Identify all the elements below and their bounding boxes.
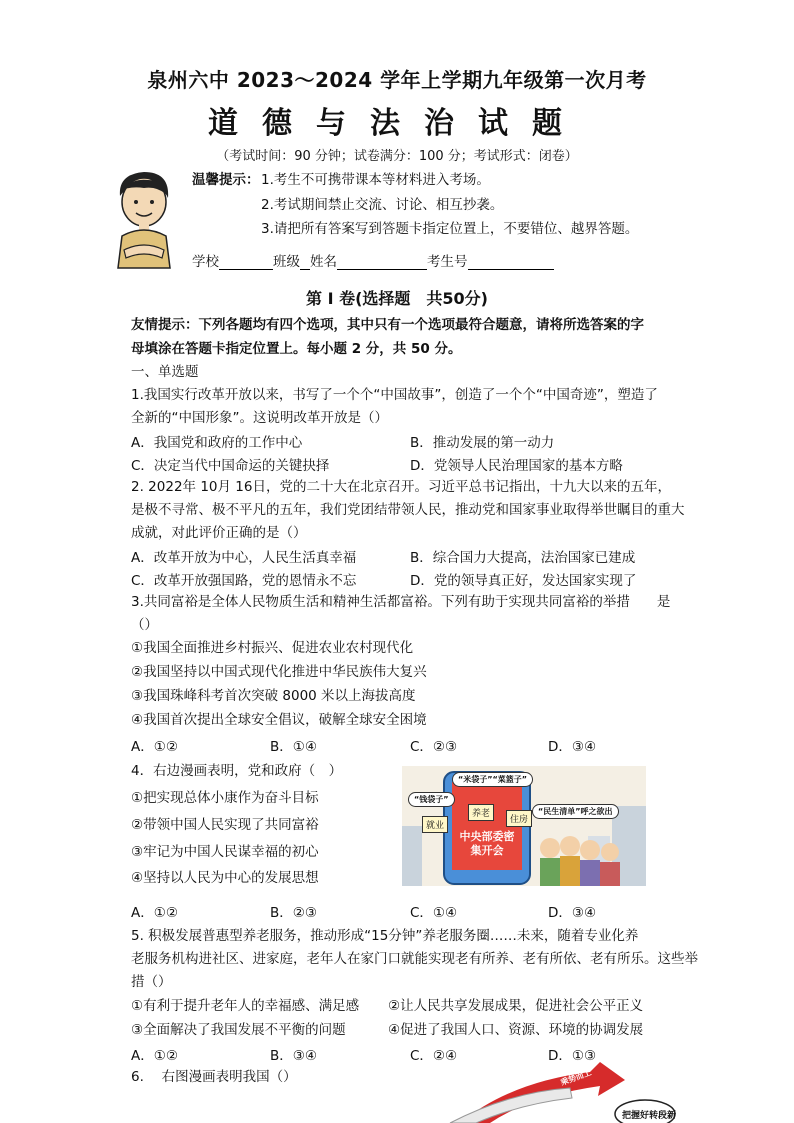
section-tip-line-2: 母填涂在答题卡指定位置上。每小题 2 分，共 50 分。	[131, 341, 462, 357]
q4-line-1: 4．右边漫画表明，党和政府（ ）	[131, 763, 343, 779]
q2-option-c: C．改革开放强国路，党的恩情永不忘	[131, 573, 357, 589]
q5-line-2: 老服务机构进社区、进家庭，老年人在家门口就能实现老有所养、老有所依、老有所乐。这些举	[131, 951, 698, 967]
q6-cartoon-bubble-text: 把握好转段新	[622, 1111, 677, 1121]
exam-info: （考试时间：90 分钟；试卷满分：100 分；考试形式：闭卷）	[216, 149, 578, 164]
q1-option-d: D．党领导人民治理国家的基本方略	[410, 458, 623, 474]
q5-option-b: B．③④	[270, 1048, 317, 1064]
notice-label: 温馨提示：	[192, 172, 260, 188]
q1-option-a: A．我国党和政府的工作中心	[131, 435, 303, 451]
part-heading: 一、单选题	[131, 364, 199, 380]
q3-statement-3: ③我国珠峰科考首次突破 8000 米以上海拔高度	[131, 688, 416, 704]
q4-statement-1: ①把实现总体小康作为奋斗目标	[131, 790, 319, 806]
q2-line-3: 成就，对此评价正确的是（）	[131, 525, 307, 541]
q4-statement-2: ②带领中国人民实现了共同富裕	[131, 817, 319, 833]
q3-statement-2: ②我国坚持以中国式现代化推进中华民族伟大复兴	[131, 664, 427, 680]
q3-statement-4: ④我国首次提出全球安全倡议，破解全球安全困境	[131, 712, 427, 728]
q3-option-c: C．②③	[410, 739, 458, 755]
section-title: 第 I 卷(选择题 共50分)	[306, 289, 488, 308]
q1-option-c: C．决定当代中国命运的关键抉择	[131, 458, 330, 474]
q3-option-a: A．①②	[131, 739, 178, 755]
cartoon-tag-employment: 就业	[422, 816, 448, 833]
q5-statement-4: ④促进了我国人口、资源、环境的协调发展	[388, 1022, 644, 1038]
class-blank[interactable]	[300, 255, 310, 270]
cartoon-bubble-rice: “米袋子”“菜篮子”	[452, 772, 533, 787]
q6-cartoon	[450, 1062, 677, 1123]
cartoon-bubble-list: “民生清单”呼之欲出	[532, 804, 619, 819]
q4-option-a: A．①②	[131, 905, 178, 921]
q3-line-2: （）	[131, 617, 158, 633]
q4-cartoon	[402, 766, 646, 886]
q3-line-1: 3.共同富裕是全体人民物质生活和精神生活都富裕。下列有助于实现共同富裕的举措 是	[131, 594, 671, 610]
q3-option-b: B．①④	[270, 739, 317, 755]
q1-line-1: 1.我国实行改革开放以来，书写了一个个“中国故事”，创造了一个个“中国奇迹”，塑造了	[131, 387, 658, 403]
q2-line-2: 是极不寻常、极不平凡的五年，我们党团结带领人民，推动党和国家事业取得举世瞩目的重大	[131, 502, 685, 518]
q5-option-d: D．①③	[548, 1048, 597, 1064]
name-blank[interactable]	[337, 255, 427, 270]
subject-title: 道德与法治试题	[208, 106, 586, 141]
notice-item-2: 2.考试期间禁止交流、讨论、相互抄袭。	[261, 197, 504, 213]
student-cartoon-illustration	[104, 166, 184, 268]
q4-statement-4: ④坚持以人民为中心的发展思想	[131, 870, 319, 886]
q5-statement-2: ②让人民共享发展成果，促进社会公平正义	[388, 998, 644, 1014]
school-blank[interactable]	[219, 255, 273, 270]
q5-option-a: A．①②	[131, 1048, 178, 1064]
q4-option-b: B．②③	[270, 905, 317, 921]
q2-option-d: D．党的领导真正好，发达国家实现了	[410, 573, 637, 589]
q5-line-3: 措（）	[131, 974, 172, 990]
notice-item-3: 3.请把所有答案写到答题卡指定位置上，不要错位、越界答题。	[261, 221, 639, 237]
cartoon-tag-housing: 住房	[506, 810, 532, 827]
q5-statement-3: ③全面解决了我国发展不平衡的问题	[131, 1022, 346, 1038]
q5-statement-1: ①有利于提升老年人的幸福感、满足感	[131, 998, 360, 1014]
q1-option-b: B．推动发展的第一动力	[410, 435, 555, 451]
class-label: 班级	[273, 254, 300, 270]
q6-cartoon-arrow-text: 乘势而上	[559, 1067, 593, 1088]
student-info-fields	[192, 250, 554, 270]
notice-item-1: 1.考生不可携带课本等材料进入考场。	[261, 172, 490, 188]
q4-option-c: C．①④	[410, 905, 458, 921]
q3-statement-1: ①我国全面推进乡村振兴、促进农业农村现代化	[131, 640, 414, 656]
exam-no-label: 考生号	[427, 254, 468, 270]
q2-option-b: B．综合国力大提高，法治国家已建成	[410, 550, 636, 566]
q2-option-a: A．改革开放为中心，人民生活真幸福	[131, 550, 357, 566]
q4-statement-3: ③牢记为中国人民谋幸福的初心	[131, 844, 319, 860]
q4-option-d: D．③④	[548, 905, 597, 921]
q1-line-2: 全新的“中国形象”。这说明改革开放是（）	[131, 410, 388, 426]
q3-option-d: D．③④	[548, 739, 597, 755]
q5-option-c: C．②④	[410, 1048, 458, 1064]
exam-school-title: 泉州六中 2023～2024 学年上学期九年级第一次月考	[147, 68, 647, 92]
q2-line-1: 2. 2022年 10月 16日，党的二十大在北京召开。习近平总书记指出，十九大以来的五年，	[131, 479, 671, 495]
q5-line-1: 5. 积极发展普惠型养老服务，推动形成“15分钟”养老服务圈……未来，随着专业化养	[131, 928, 639, 944]
exam-no-blank[interactable]	[468, 255, 554, 270]
cartoon-bubble-money: “钱袋子”	[408, 792, 455, 807]
school-label: 学校	[192, 254, 219, 270]
section-tip-line-1: 友情提示：下列各题均有四个选项，其中只有一个选项最符合题意，请将所选答案的字	[131, 317, 644, 333]
q6-line-1: 6. 右图漫画表明我国（）	[131, 1069, 297, 1085]
cartoon-tag-elderly: 养老	[468, 804, 494, 821]
cartoon-screen-text: 中央部委密集开会	[459, 830, 515, 857]
name-label: 姓名	[310, 254, 337, 270]
